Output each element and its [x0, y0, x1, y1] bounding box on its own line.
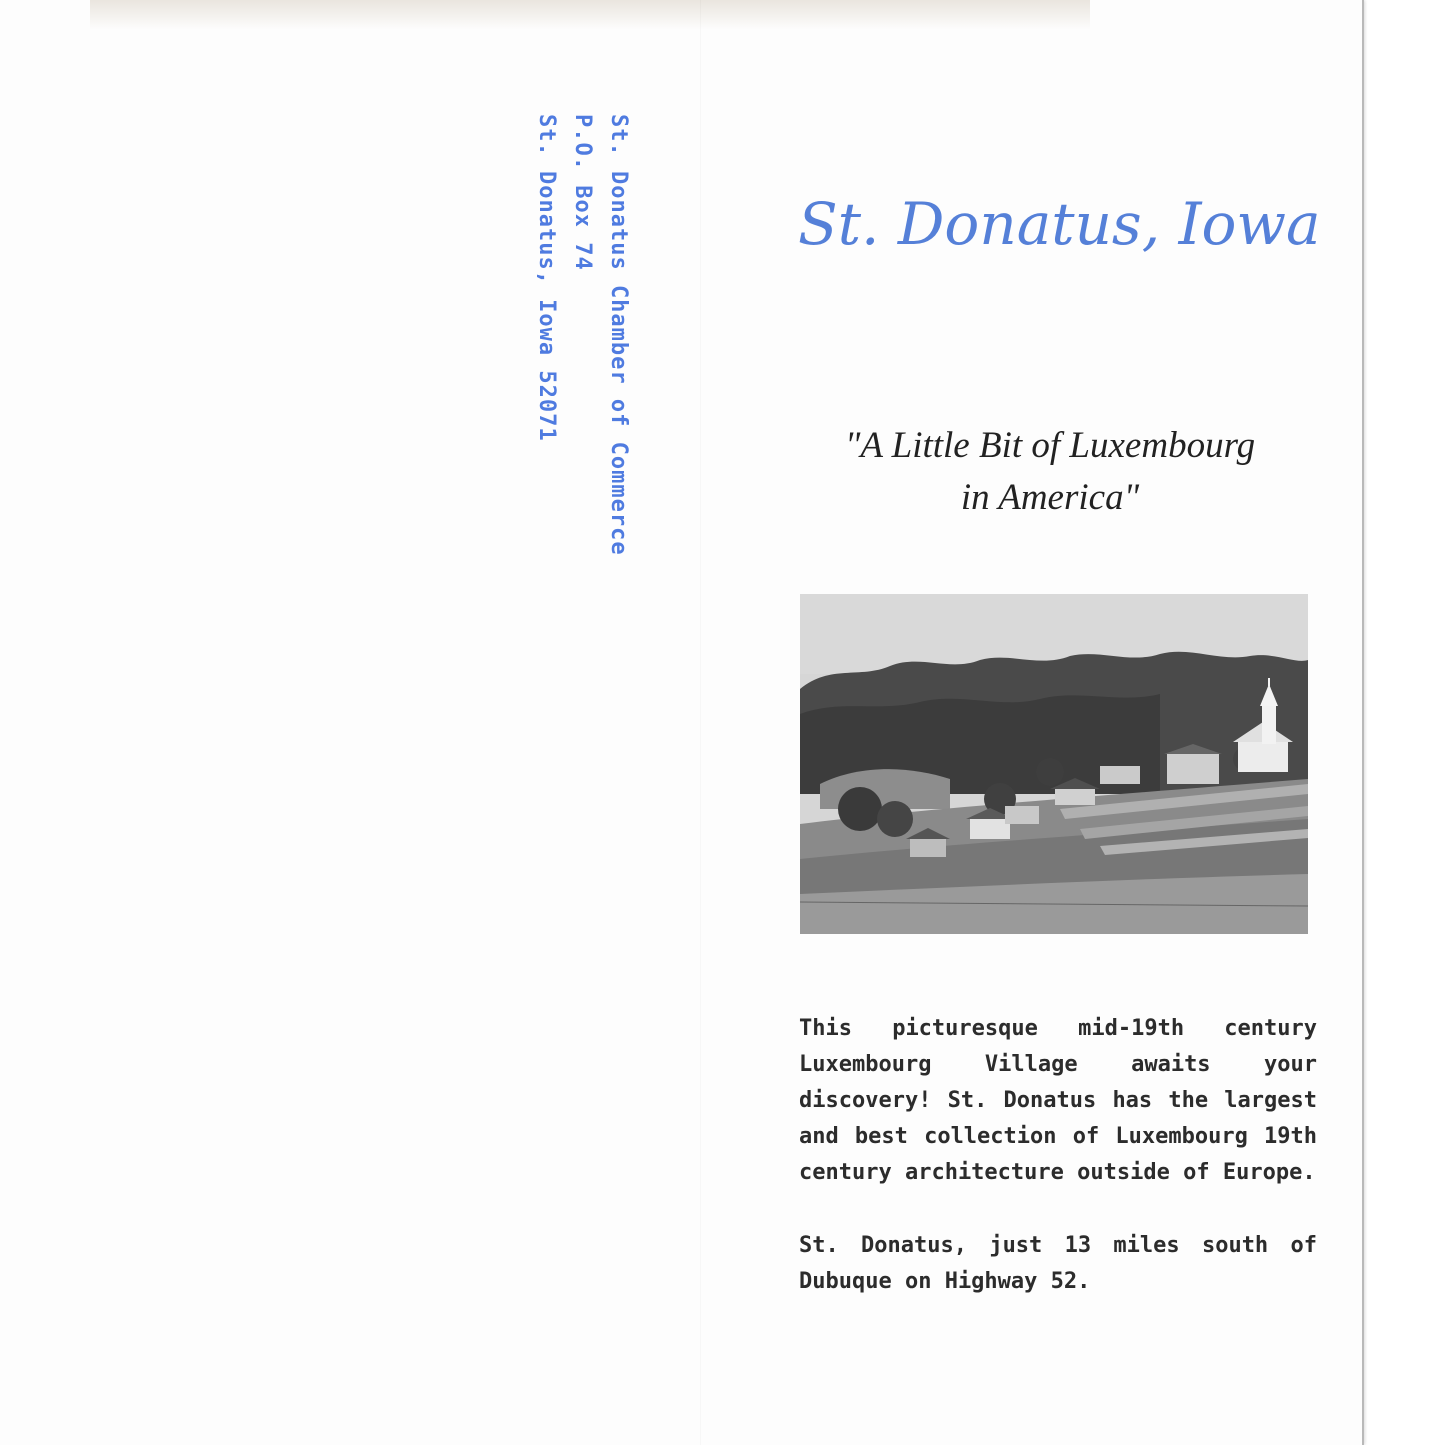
- address-line-organization: St. Donatus Chamber of Commerce: [606, 114, 631, 556]
- address-line-city: St. Donatus, Iowa 52071: [534, 114, 559, 442]
- slogan: [790, 420, 1310, 524]
- return-address: [528, 114, 636, 556]
- village-photo: [800, 594, 1308, 934]
- address-line-po-box: P.O. Box 74: [570, 114, 595, 271]
- fold-line: [700, 0, 701, 1445]
- slogan-line-2: in America": [960, 477, 1140, 518]
- paper-edge-wear: [90, 0, 1090, 30]
- description-paragraph: This picturesque mid-19th century Luxembourg Village awaits your discovery! St. Donatus has the largest and best collection of Luxembourg 19th century architecture outside of Europe.: [799, 1016, 1317, 1185]
- slogan-line-1: "A Little Bit of Luxembourg: [844, 425, 1256, 466]
- village-photo-illustration: [800, 594, 1308, 934]
- directions-paragraph: St. Donatus, just 13 miles south of Dubuque on Highway 52.: [799, 1233, 1317, 1294]
- brochure-title: St. Donatus, Iowa: [798, 190, 1321, 258]
